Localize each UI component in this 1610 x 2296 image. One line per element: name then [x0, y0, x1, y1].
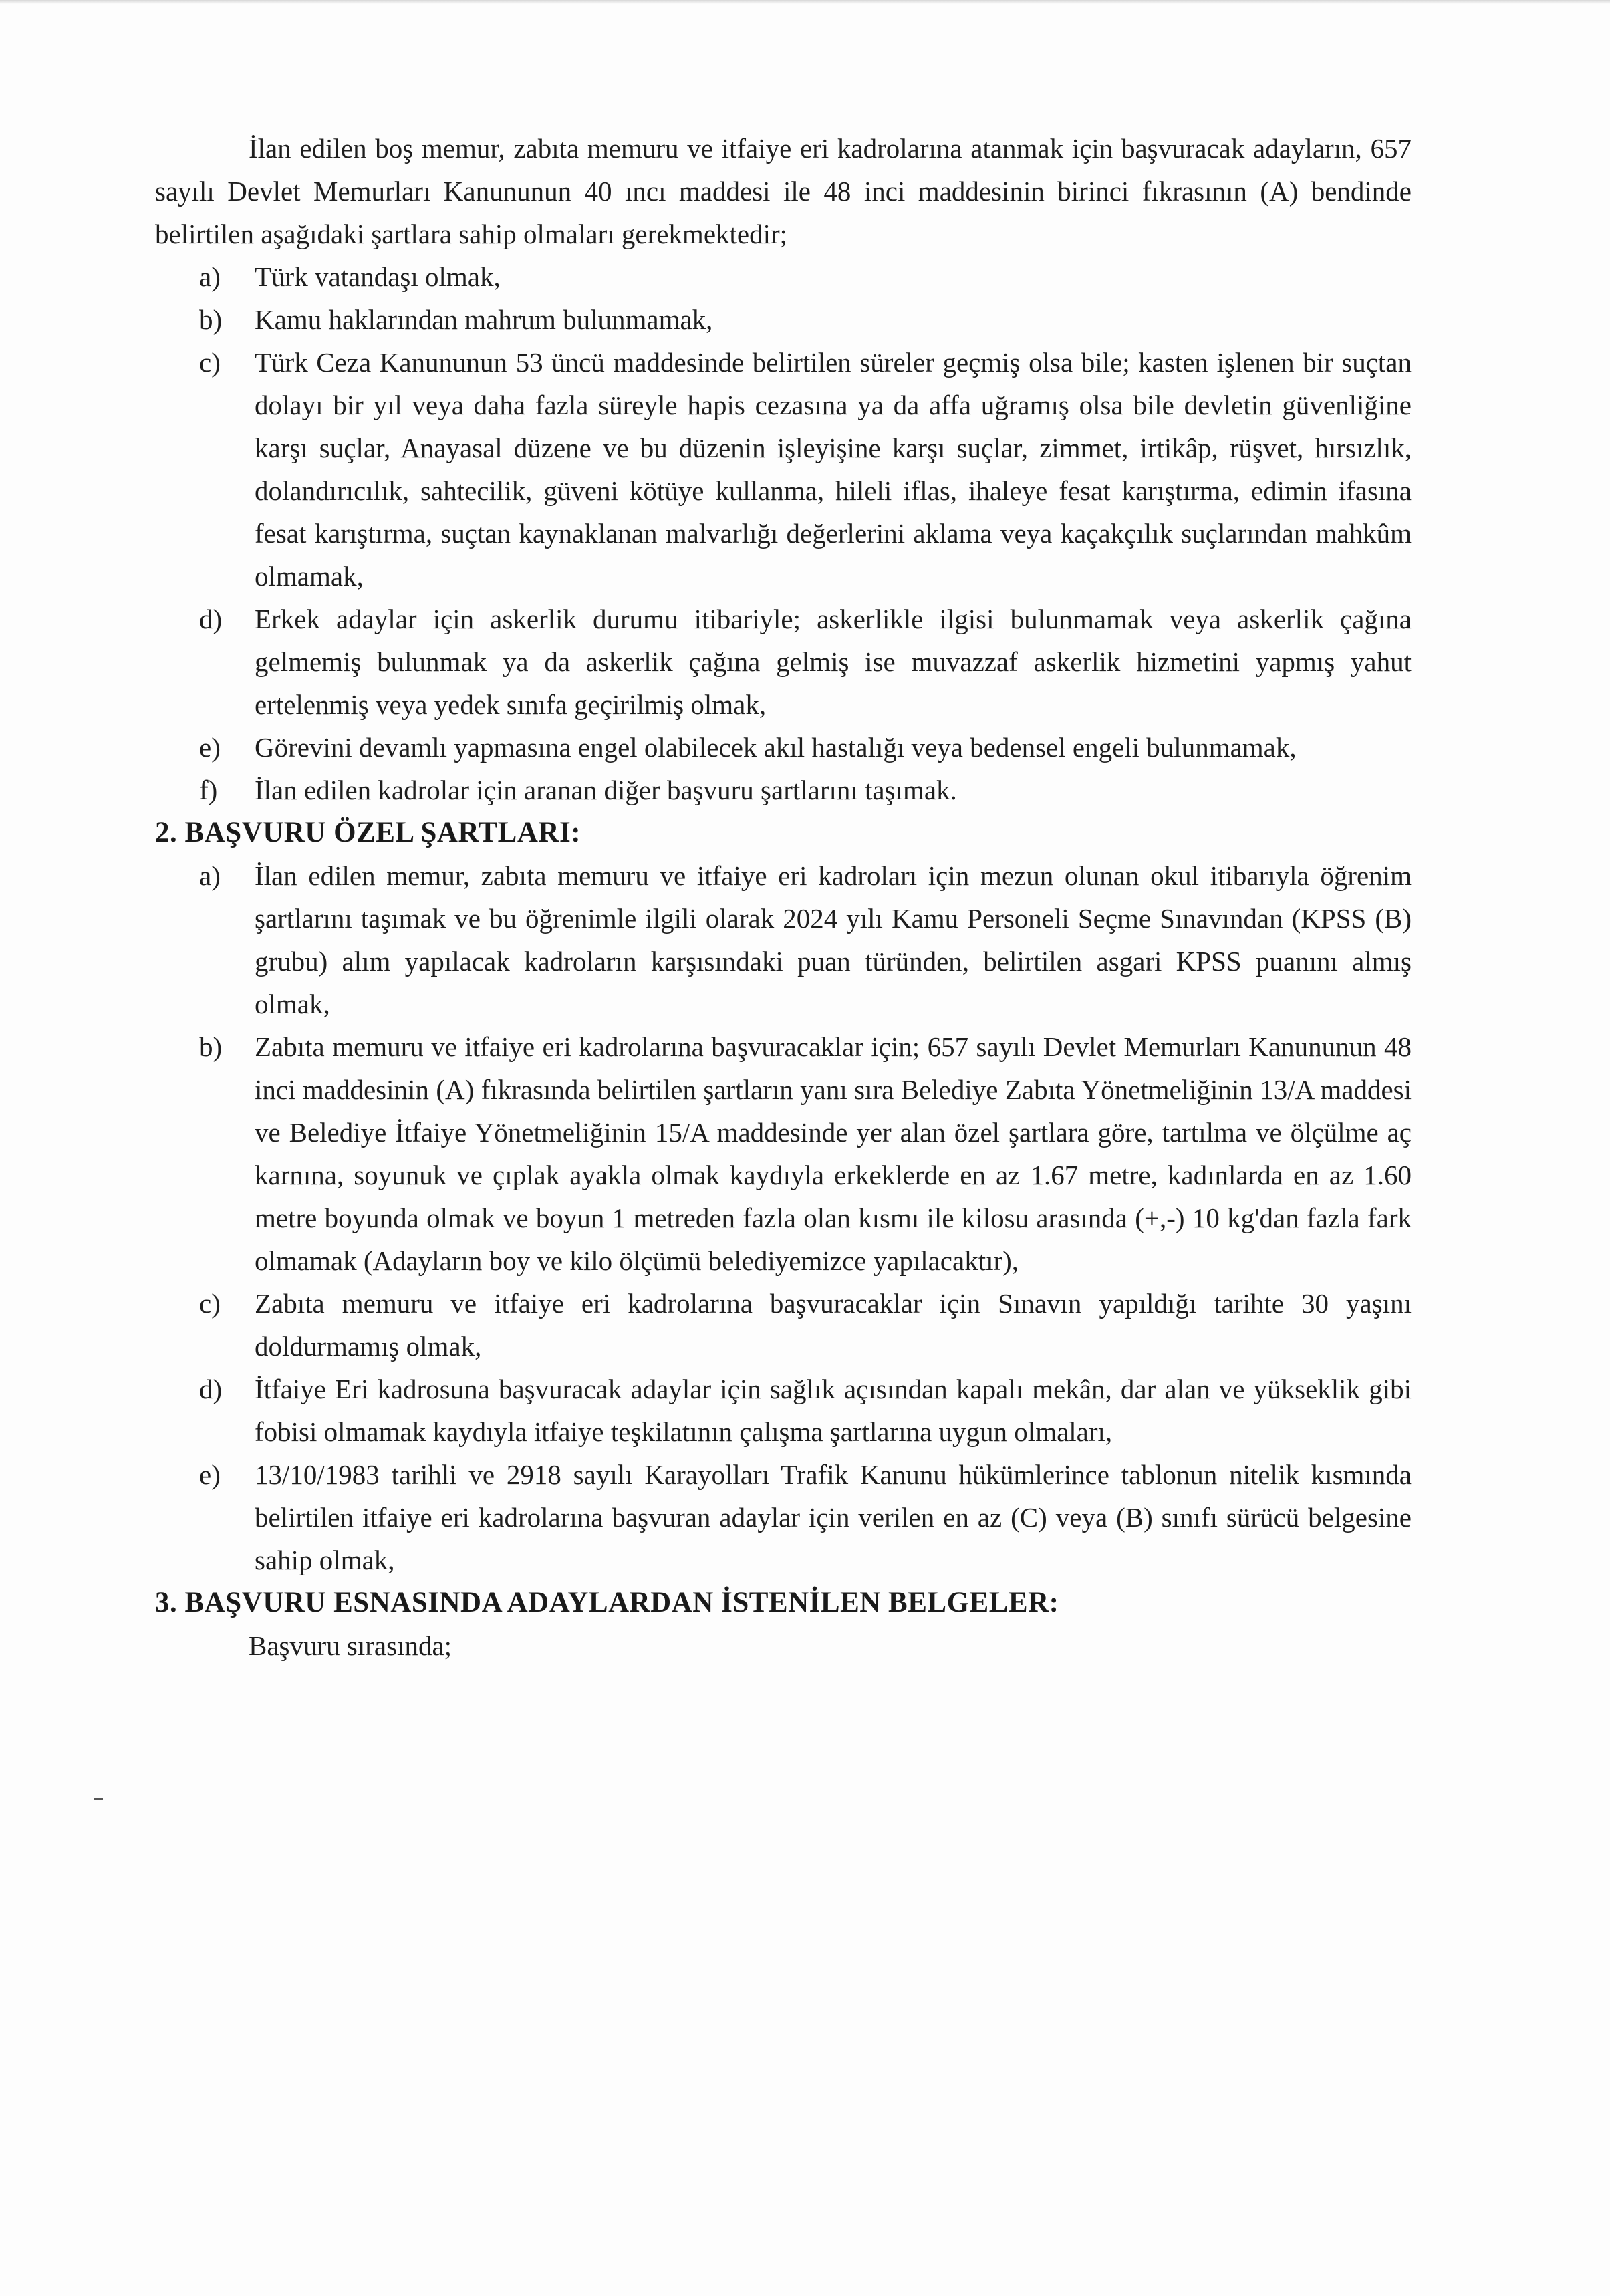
list-item-text: İtfaiye Eri kadrosuna başvuracak adaylar için sağlık açısından kapalı mekân, dar alan ve yükseklik gibi fobisi olmamak kaydıyla itfaiye teşkilatının çalışma şartlarına uygun olmaları, [255, 1374, 1412, 1447]
list-marker: b) [199, 304, 223, 335]
scan-edge [0, 0, 1610, 4]
section-heading-required-documents: 3. BAŞVURU ESNASINDA ADAYLARDAN İSTENİLEN BELGELER: [155, 1587, 1059, 1618]
section-heading-special-conditions: 2. BAŞVURU ÖZEL ŞARTLARI: [155, 817, 581, 848]
list-item-text: Zabıta memuru ve itfaiye eri kadrolarına başvuracaklar için Sınavın yapıldığı tarihte 30 yaşını doldurmamış olmak, [255, 1288, 1412, 1362]
general-requirements-list [155, 255, 1412, 811]
list-marker: e) [199, 1459, 221, 1490]
special-requirements-list [155, 854, 1412, 1581]
list-item [155, 854, 1412, 1025]
list-item-text: Görevini devamlı yapmasına engel olabilecek akıl hastalığı veya bedensel engeli bulunmamak, [255, 732, 1297, 763]
list-item-text: Zabıta memuru ve itfaiye eri kadrolarına başvuracaklar için; 657 sayılı Devlet Memurları Kanununun 48 inci maddesinin (A) fıkrasında belirtilen şartların yanı sıra Belediye Zabıta Yönetmeliğinin 13/A maddesi ve Belediye İtfaiye Yönetmeliğinin 15/A maddesinde yer alan özel şartlara göre, tartılma ve ölçülme aç karnına, soyunuk ve çıplak ayakla olmak kaydıyla erkeklerde en az 1.67 metre, kadınlarda en az 1.60 metre boyunda olmak ve boyun 1 metreden fazla olan kısmı ile kilosu arasında (+,-) 10 kg'dan fazla fark olmamak (Adayların boy ve kilo ölçümü belediyemizce yapılacaktır), [255, 1031, 1412, 1276]
list-item [155, 1368, 1412, 1453]
list-item-text: Türk vatandaşı olmak, [255, 261, 501, 292]
list-item [155, 255, 1412, 298]
list-item [155, 341, 1412, 598]
intro-paragraph: İlan edilen boş memur, zabıta memuru ve itfaiye eri kadrolarına atanmak için başvuracak adayların, 657 sayılı Devlet Memurları Kanununun 40 ıncı maddesi ile 48 inci maddesinin birinci fıkrasının (A) bendinde belirtilen aşağıdaki şartlara sahip olmaları gerekmektedir; [155, 133, 1412, 249]
list-item-text: İlan edilen memur, zabıta memuru ve itfaiye eri kadroları için mezun olunan okul itibarıyla öğrenim şartlarını taşımak ve bu öğrenimle ilgili olarak 2024 yılı Kamu Personeli Seçme Sınavından (KPSS (B) grubu) alım yapılacak kadroların karşısındaki puan türünden, belirtilen asgari KPSS puanını almış olmak, [255, 860, 1412, 1019]
list-item [155, 1282, 1412, 1368]
list-item-text: İlan edilen kadrolar için aranan diğer başvuru şartlarını taşımak. [255, 775, 957, 805]
list-marker: f) [199, 775, 218, 805]
list-item [155, 769, 1412, 811]
list-item-text: 13/10/1983 tarihli ve 2918 sayılı Karayolları Trafik Kanunu hükümlerince tablonun nitelik kısmında belirtilen itfaiye eri kadrolarına başvuran adaylar için verilen en az (C) veya (B) sınıfı sürücü belgesine sahip olmak, [255, 1459, 1412, 1575]
list-item [155, 1453, 1412, 1581]
list-marker: a) [199, 261, 221, 292]
list-item [155, 298, 1412, 341]
document-body [155, 127, 1412, 1667]
list-marker: b) [199, 1031, 223, 1062]
list-item-text: Erkek adaylar için askerlik durumu itibariyle; askerlikle ilgisi bulunmamak veya askerlik çağına gelmemiş bulunmak ya da askerlik çağına gelmiş ise muvazzaf askerlik hizmetini yapmış yahut ertelenmiş veya yedek sınıfa geçirilmiş olmak, [255, 604, 1412, 720]
list-item-text: Kamu haklarından mahrum bulunmamak, [255, 304, 713, 335]
list-item-text: Türk Ceza Kanununun 53 üncü maddesinde belirtilen süreler geçmiş olsa bile; kasten işlenen bir suçtan dolayı bir yıl veya daha fazla süreyle hapis cezasına ya da affa uğramış olsa bile devletin güvenliğine karşı suçlar, Anayasal düzene ve bu düzenin işleyişine karşı suçlar, zimmet, irtikâp, rüşvet, hırsızlık, dolandırıcılık, sahtecilik, güveni kötüye kullanma, hileli iflas, ihaleye fesat karıştırma, edimin ifasına fesat karıştırma, suçtan kaynaklanan malvarlığı değerlerini aklama veya kaçakçılık suçlarından mahkûm olmamak, [255, 347, 1412, 592]
list-marker: e) [199, 732, 221, 763]
outro-paragraph: Başvuru sırasında; [249, 1630, 452, 1661]
list-marker: d) [199, 1374, 223, 1404]
list-marker: c) [199, 347, 221, 378]
margin-mark [94, 1798, 103, 1800]
list-item [155, 1025, 1412, 1282]
list-item [155, 598, 1412, 726]
list-item [155, 726, 1412, 769]
list-marker: a) [199, 860, 221, 891]
list-marker: d) [199, 604, 223, 634]
list-marker: c) [199, 1288, 221, 1319]
